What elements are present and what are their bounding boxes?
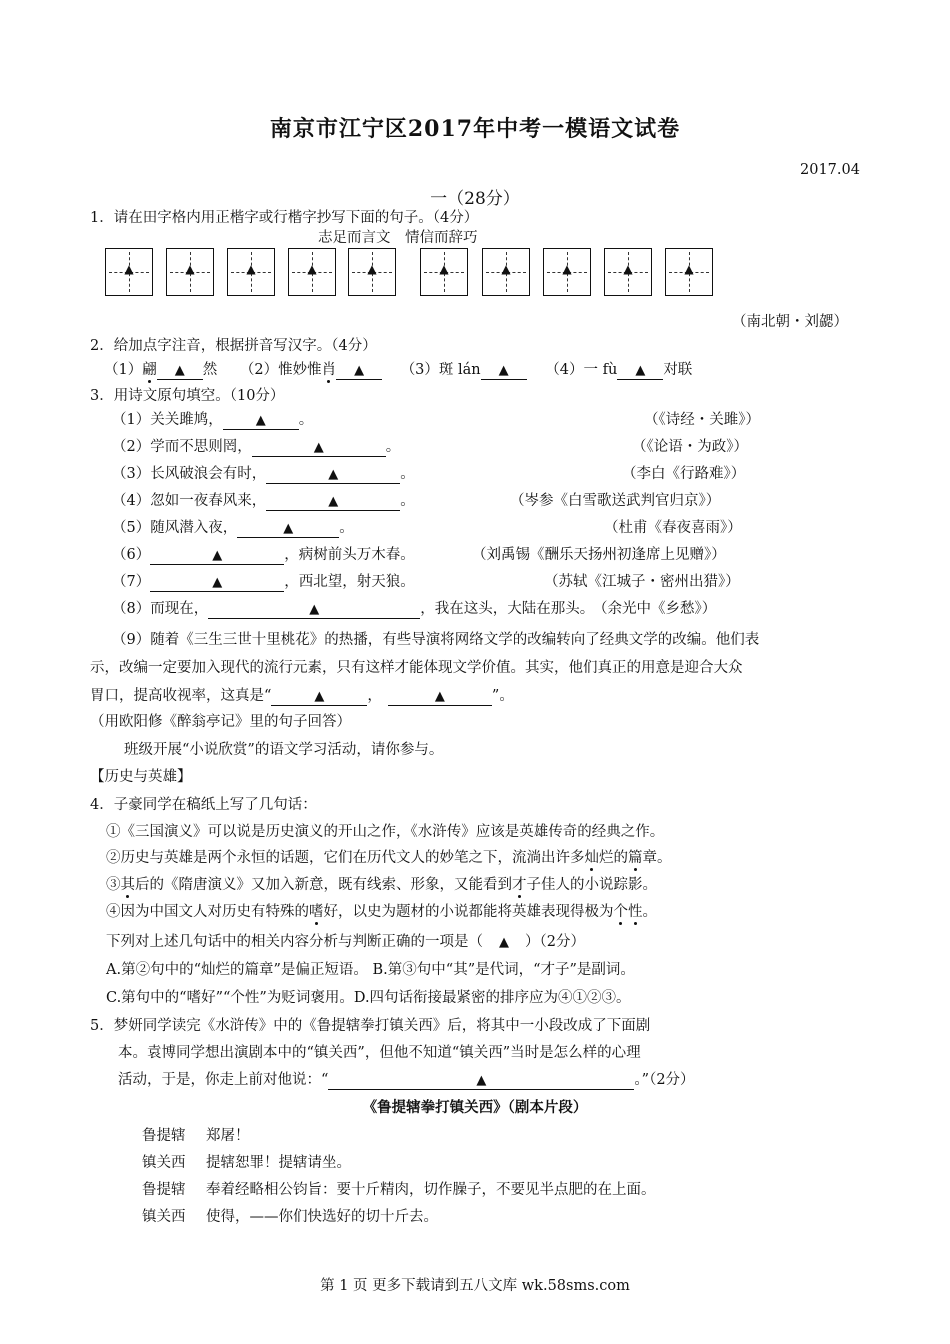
q3-source-2: （《论语・为政》） xyxy=(632,439,748,455)
writing-grid-box[interactable] xyxy=(604,248,652,296)
script-line: 鲁提辖 奉着经略相公钧旨：要十斤精肉，切作臊子，不要见半点肥的在上面。 xyxy=(142,1182,656,1198)
q5-line-1: 5．梦妍同学读完《水浒传》中的《鲁提辖拳打镇关西》后，将其中一小段改成了下面剧 xyxy=(90,1018,651,1034)
answer-mark: ▲ xyxy=(367,262,377,276)
answer-mark: ▲ xyxy=(623,262,633,276)
q1-stem: 1．请在田字格内用正楷字或行楷字抄写下面的句子。（4分） xyxy=(90,210,479,226)
answer-blank[interactable]: ▲ xyxy=(336,362,382,380)
script-line: 镇关西 提辖恕罪！提辖请坐。 xyxy=(142,1155,351,1171)
answer-mark: ▲ xyxy=(439,262,449,276)
q5-line-3: 活动，于是，你走上前对他说：“ ▲ 。”（2分） xyxy=(118,1072,695,1088)
q3-source-3: （李白《行路难》） xyxy=(622,466,746,482)
answer-mark[interactable]: ▲ xyxy=(499,935,509,950)
answer-mark: ▲ xyxy=(684,262,694,276)
q3-item-6: （6） ▲ ，病树前头万木春。 xyxy=(112,547,415,563)
q3-source-6: （刘禹锡《酬乐天扬州初逢席上见赠》） xyxy=(472,547,726,563)
answer-blank[interactable]: ▲ xyxy=(157,362,203,380)
section-heading: 一（28分） xyxy=(430,189,520,209)
answer-blank[interactable]: ▲ xyxy=(150,547,284,565)
q1-sentence: 志足而言文 情信而辞巧 xyxy=(318,230,478,246)
q4-options-cd: C.第句中的“嗜好”“个性”为贬词褒用。D.四句话衔接最紧密的排序应为④①②③。 xyxy=(106,990,631,1006)
writing-grid-box[interactable] xyxy=(482,248,530,296)
activity-intro: 班级开展“小说欣赏”的语文学习活动，请你参与。 xyxy=(124,742,444,758)
answer-blank[interactable]: ▲ xyxy=(150,574,284,592)
writing-grid-box[interactable] xyxy=(227,248,275,296)
answer-blank[interactable]: ▲ xyxy=(223,412,299,430)
q3-item-2: （2）学而不思则罔， ▲ 。 xyxy=(112,439,401,455)
writing-grid-box[interactable] xyxy=(665,248,713,296)
writing-grid-box[interactable] xyxy=(166,248,214,296)
q4-sentence-3: ③其后的《隋唐演义》又加入新意，既有线索、形象，又能看到才子佳人的小说踪影。 xyxy=(106,877,657,893)
answer-mark: ▲ xyxy=(124,262,134,276)
q3-item-8: （8）而现在， ▲ ，我在这头，大陆在那头。 （余光中《乡愁》） xyxy=(112,601,717,617)
page-footer: 第 1 页 更多下载请到五八文库 wk.58sms.com xyxy=(320,1278,630,1294)
script-title: 《鲁提辖拳打镇关西》（剧本片段） xyxy=(362,1099,588,1116)
q3-source-1: （《诗经・关雎》） xyxy=(644,412,760,428)
writing-grid-box[interactable] xyxy=(420,248,468,296)
writing-grid-box[interactable] xyxy=(543,248,591,296)
q3-item-1: （1）关关雎鸠， ▲ 。 xyxy=(112,412,314,428)
q2-items: （1）翩 ▲ 然 （2）惟妙惟肖 ▲ （3）斑 lán ▲ （4）一 fù ▲ 对联 xyxy=(104,362,693,378)
activity-heading: 【历史与英雄】 xyxy=(90,769,192,785)
q3-source-5: （杜甫《春夜喜雨》） xyxy=(604,520,742,536)
writing-grid-box[interactable] xyxy=(348,248,396,296)
q3-item-5: （5）随风潜入夜， ▲ 。 xyxy=(112,520,354,536)
q4-question: 下列对上述几句话中的相关内容分析与判断正确的一项是（ ▲ ）（2分） xyxy=(106,934,585,950)
dotted-char: 肖 xyxy=(321,362,337,378)
answer-blank[interactable]: ▲ xyxy=(208,601,420,619)
page-title: 南京市江宁区2017年中考一模语文试卷 xyxy=(269,116,681,142)
script-line: 镇关西 使得，——你们快选好的切十斤去。 xyxy=(142,1209,438,1225)
q4-sentence-4: ④因为中国文人对历史有特殊的嗜好，以史为题材的小说都能将英雄表现得极为个性。 xyxy=(106,904,657,920)
q3-item-4: （4）忽如一夜春风来， ▲ 。 xyxy=(112,493,415,509)
q3-stem: 3．用诗文原句填空。（10分） xyxy=(90,388,285,404)
q4-sentence-1: ①《三国演义》可以说是历史演义的开山之作，《水浒传》应该是英雄传奇的经典之作。 xyxy=(106,824,665,840)
q3-p9-line3: 胃口，提高收视率，这真是“ ▲ ， ▲ ”。 xyxy=(90,688,514,704)
q5-line-2: 本。袁博同学想出演剧本中的“镇关西”，但他不知道“镇关西”当时是怎么样的心理 xyxy=(118,1045,641,1061)
q3-p9-line2: 示，改编一定要加入现代的流行元素，只有这样才能体现文学价值。其实，他们真正的用意是迎合大众 xyxy=(90,660,743,676)
answer-blank[interactable]: ▲ xyxy=(328,1072,634,1090)
q3-source-7: （苏轼《江城子・密州出猎》） xyxy=(544,574,740,590)
q3-source-4: （岑参《白雪歌送武判官归京》） xyxy=(510,493,721,509)
q4-options-ab: A.第②句中的“灿烂的篇章”是偏正短语。 B.第③句中“其”是代词，“才子”是副词。 xyxy=(106,962,635,978)
answer-blank[interactable]: ▲ xyxy=(271,688,367,706)
answer-mark: ▲ xyxy=(246,262,256,276)
answer-blank[interactable]: ▲ xyxy=(388,688,492,706)
answer-blank[interactable]: ▲ xyxy=(617,362,663,380)
answer-blank[interactable]: ▲ xyxy=(481,362,527,380)
answer-mark: ▲ xyxy=(562,262,572,276)
answer-blank[interactable]: ▲ xyxy=(266,466,400,484)
writing-grid-box[interactable] xyxy=(105,248,153,296)
q2-stem: 2．给加点字注音，根据拼音写汉字。（4分） xyxy=(90,338,377,354)
q3-item-3: （3）长风破浪会有时， ▲ 。 xyxy=(112,466,415,482)
answer-blank[interactable]: ▲ xyxy=(252,439,386,457)
answer-mark: ▲ xyxy=(307,262,317,276)
q3-item-7: （7） ▲ ，西北望，射天狼。 xyxy=(112,574,415,590)
q3-p9-line1: （9）随着《三生三世十里桃花》的热播，有些导演将网络文学的改编转向了经典文学的改编。他们表 xyxy=(112,632,760,648)
q1-source: （南北朝・刘勰） xyxy=(732,314,848,330)
q3-source-8: （余光中《乡愁》） xyxy=(600,601,717,617)
q4-sentence-2: ②历史与英雄是两个永恒的话题，它们在历代文人的妙笔之下，流淌出许多灿烂的篇章。 xyxy=(106,850,672,866)
answer-blank[interactable]: ▲ xyxy=(237,520,339,538)
q4-stem: 4．子豪同学在稿纸上写了几句话： xyxy=(90,797,317,813)
script-line: 鲁提辖 郑屠！ xyxy=(142,1128,250,1144)
writing-grid-box[interactable] xyxy=(288,248,336,296)
dotted-char: 翩 xyxy=(142,362,157,378)
exam-date: 2017.04 xyxy=(800,162,860,178)
q3-p9-note: （用欧阳修《醉翁亭记》里的句子回答） xyxy=(90,714,351,730)
answer-mark: ▲ xyxy=(501,262,511,276)
answer-mark: ▲ xyxy=(185,262,195,276)
answer-blank[interactable]: ▲ xyxy=(266,493,400,511)
